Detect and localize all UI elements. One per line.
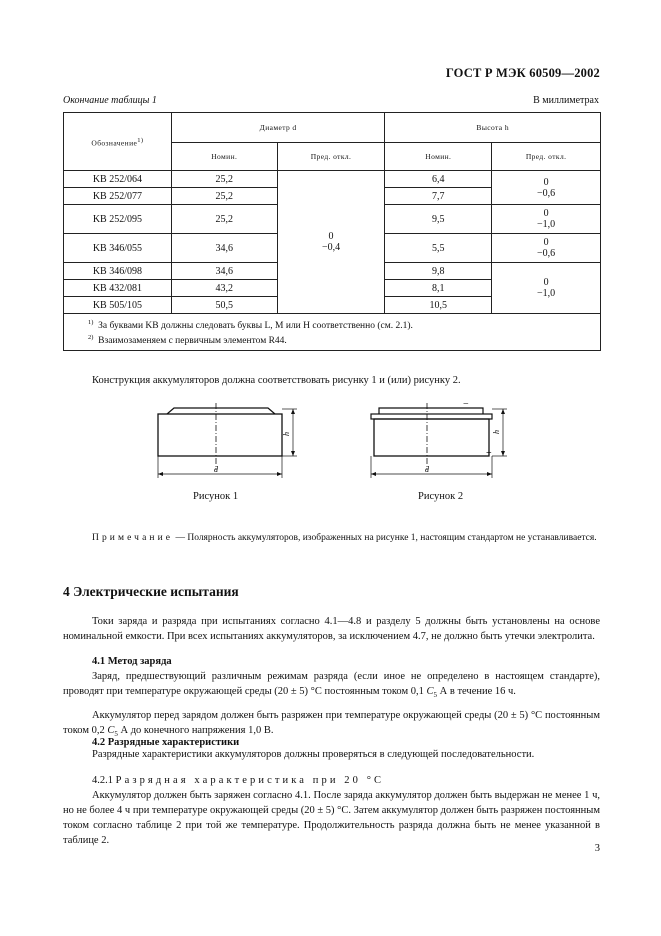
- cell-h-nominal: 10,5: [385, 297, 492, 314]
- cell-designation: KB 346/098: [64, 263, 172, 280]
- cell-d-nominal: 50,5: [171, 297, 277, 314]
- section-4-1-title: 4.1 Метод заряда: [92, 656, 172, 667]
- cell-d-nominal: 43,2: [171, 280, 277, 297]
- label-d: d: [214, 465, 218, 474]
- note-paragraph: Примечание — Полярность аккумуляторов, изображенных на рисунке 1, настоящим стандартом не устанавливается.: [92, 533, 597, 543]
- section-4-2-para: Разрядные характеристики аккумуляторов должны проверяться в следующей последовательности.: [92, 749, 535, 760]
- dimensions-table: [63, 112, 601, 351]
- standard-header: ГОСТ Р МЭК 60509—2002: [445, 66, 600, 80]
- cell-h-nominal: 8,1: [385, 280, 492, 297]
- header-h-nominal: Номин.: [385, 143, 492, 171]
- cell-h-tolerance: 0 −0,6: [492, 171, 601, 205]
- cell-designation: KB 432/081: [64, 280, 172, 297]
- table-units: В миллиметрах: [533, 95, 599, 106]
- cell-h-tolerance: 0 −0,6: [492, 234, 601, 263]
- section-4-1-para-1: Заряд, предшествующий различным режимам разряда (если иное не определено в настоящем стандарте), проводят при температуре окружающей среды (20 ± 5) °С постоянным током 0,1 $C_5$ А в течение 16 ч.: [63, 671, 600, 700]
- cell-designation: KB 252/064: [64, 171, 172, 188]
- figure-2-drawing: [365, 400, 525, 482]
- header-d-nominal: Номин.: [171, 143, 277, 171]
- figure-1-caption: Рисунок 1: [193, 491, 239, 502]
- cell-designation: KB 346/055: [64, 234, 172, 263]
- cell-d-nominal: 25,2: [171, 188, 277, 205]
- figure-1-drawing: [150, 400, 310, 482]
- header-h-tolerance: Пред. откл.: [492, 143, 601, 171]
- section-4-1-para-2: Аккумулятор перед зарядом должен быть разряжен при температуре окружающей среды (20 ± 5) °С постоянным током 0,2 $C_5$ А до конечного напряжения 1,0 В.: [63, 710, 600, 739]
- cell-h-nominal: 7,7: [385, 188, 492, 205]
- cell-designation: KB 252/077: [64, 188, 172, 205]
- header-designation: Обозначение$^{1)}$: [64, 113, 172, 171]
- header-d-tolerance: Пред. откл.: [277, 143, 385, 171]
- plus-sign: +: [486, 448, 492, 459]
- section-4-title: 4 Электрические испытания: [63, 584, 239, 599]
- cell-h-nominal: 6,4: [385, 171, 492, 188]
- cell-h-tolerance: 0 −1,0: [492, 263, 601, 314]
- cell-d-nominal: 25,2: [171, 205, 277, 234]
- label-d: d: [425, 465, 429, 474]
- figure-2-caption: Рисунок 2: [418, 491, 464, 502]
- cell-d-nominal: 34,6: [171, 234, 277, 263]
- table-footnotes: [64, 314, 601, 351]
- cell-h-nominal: 9,8: [385, 263, 492, 280]
- section-4-2-1-para: Аккумулятор должен быть заряжен согласно 4.1. После заряда аккумулятор должен быть выдержан не менее 1 ч, но не более 4 ч при температуре окружающей среды (20 ± 5) °С. Затем аккумулятор должен быть разряжен постоянным током согласно таблице 2 при той же температуре. Продолжительность разряда должна быть не менее указанной в таблице 2.: [63, 790, 600, 846]
- header-diameter: Диаметр d: [171, 113, 385, 143]
- table-caption: Окончание таблицы 1: [63, 95, 157, 106]
- label-h: h: [492, 430, 501, 434]
- label-h: h: [282, 432, 291, 436]
- section-4-intro: Токи заряда и разряда при испытаниях согласно 4.1—4.8 и разделу 5 должны быть установлены на основе номинальной емкости. При всех испытаниях аккумуляторов, за исключением 4.7, не должно быть утечки электролита.: [63, 616, 600, 642]
- footnote-2: $^{2)}$ Взаимозаменяем с первичным элементом R44.: [88, 334, 287, 347]
- cell-h-tolerance: 0 −1,0: [492, 205, 601, 234]
- section-4-2-title: 4.2 Разрядные характеристики: [92, 737, 240, 748]
- construction-paragraph: Конструкция аккумуляторов должна соответствовать рисунку 1 и (или) рисунку 2.: [92, 375, 461, 386]
- header-height: Высота h: [385, 113, 601, 143]
- cell-d-nominal: 25,2: [171, 171, 277, 188]
- table-row: [64, 171, 601, 188]
- section-4-2-1-title: 4.2.1 Разрядная характеристика при 20 °С: [92, 775, 385, 786]
- cell-h-nominal: 5,5: [385, 234, 492, 263]
- cell-designation: KB 505/105: [64, 297, 172, 314]
- minus-sign: −: [463, 400, 469, 410]
- cell-d-tolerance: 0 −0,4: [277, 171, 385, 314]
- cell-h-nominal: 9,5: [385, 205, 492, 234]
- footnote-1: $^{1)}$ За буквами KB должны следовать буквы L, M или H соответственно (см. 2.1).: [88, 319, 413, 332]
- page-number: 3: [594, 843, 600, 854]
- cell-designation: KB 252/095: [64, 205, 172, 234]
- cell-d-nominal: 34,6: [171, 263, 277, 280]
